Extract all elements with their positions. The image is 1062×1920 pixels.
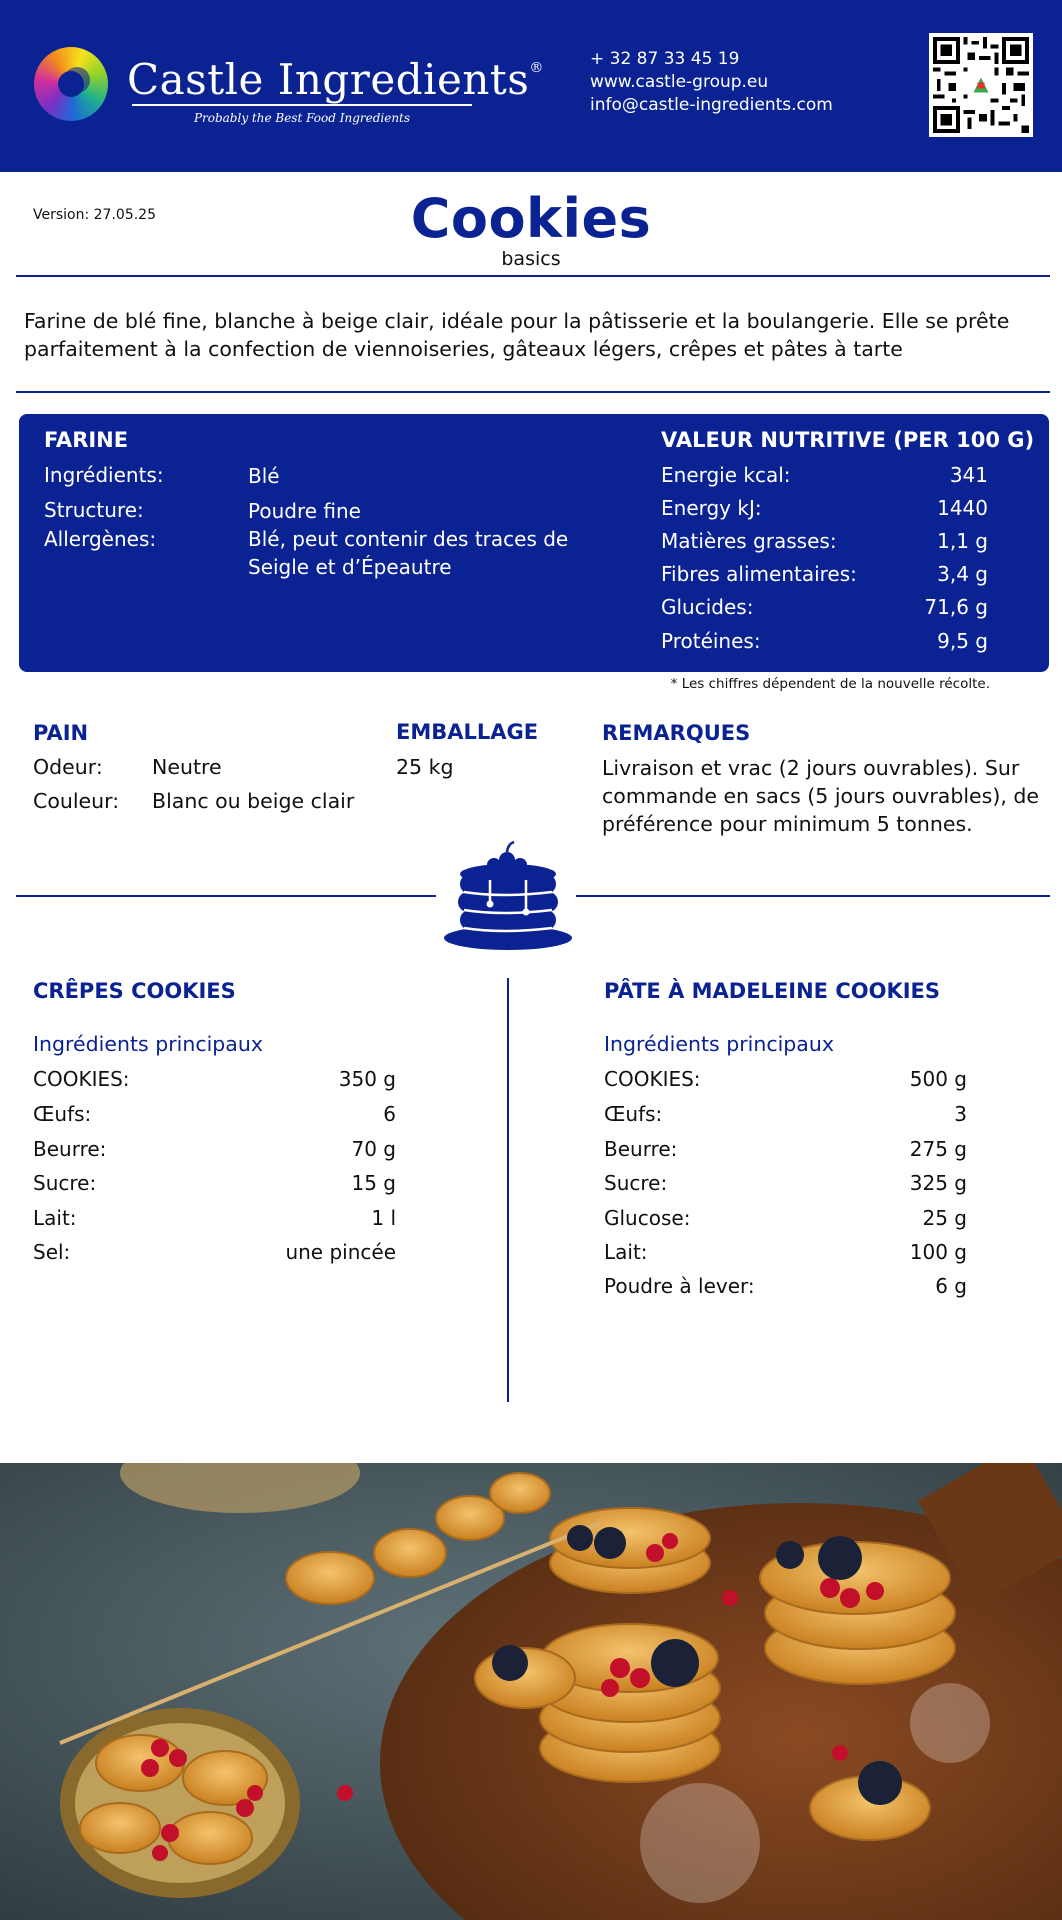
recipe-item-label: Lait: bbox=[604, 1240, 648, 1264]
remarques-heading: REMARQUES bbox=[602, 721, 751, 745]
pain-label: Odeur: bbox=[33, 755, 103, 779]
recipe-item-value: 6 g bbox=[935, 1274, 967, 1298]
farine-value: Blé, peut contenir des traces de Seigle et d’Épeautre bbox=[248, 527, 569, 579]
recipe-item-label: Sucre: bbox=[604, 1171, 668, 1195]
recipe-item-value: 1 l bbox=[371, 1206, 396, 1230]
recipe-item-value: 70 g bbox=[351, 1137, 396, 1161]
recipe-item-value: 6 bbox=[383, 1102, 396, 1126]
farine-heading: FARINE bbox=[44, 428, 129, 452]
description-divider bbox=[16, 391, 1050, 393]
page-subtitle: basics bbox=[501, 248, 561, 270]
section-divider-right bbox=[576, 895, 1050, 897]
emballage-heading: EMBALLAGE bbox=[396, 720, 539, 744]
section-divider-left bbox=[16, 895, 436, 897]
product-description: Farine de blé fine, blanche à beige clair, idéale pour la pâtisserie et la boulangerie. Elle se prête parfaitement à la confection de viennoiseries, gâteaux légers, crêpes et pâtes à tarte bbox=[24, 309, 1010, 361]
recipe-item-label: Lait: bbox=[33, 1206, 77, 1230]
recipe-item-value: 325 g bbox=[909, 1171, 967, 1195]
brand-underline bbox=[132, 104, 472, 106]
nutrition-label: Protéines: bbox=[661, 629, 761, 653]
recipe-item-label: Œufs: bbox=[604, 1102, 663, 1126]
pancakes-photo bbox=[0, 1463, 1062, 1920]
recipe-column-divider bbox=[507, 978, 509, 1402]
recipe-title: PÂTE À MADELEINE COOKIES bbox=[604, 979, 940, 1003]
recipe-item-value: 350 g bbox=[338, 1067, 396, 1091]
recipe-item-label: COOKIES: bbox=[604, 1067, 701, 1091]
nutrition-value: 341 bbox=[949, 463, 988, 487]
farine-label: Structure: bbox=[44, 498, 144, 522]
nutrition-value: 71,6 g bbox=[924, 595, 988, 619]
header-banner bbox=[0, 0, 1062, 172]
nutrition-heading: VALEUR NUTRITIVE (PER 100 G) bbox=[661, 428, 1035, 452]
contact-phone[interactable]: + 32 87 33 45 19 bbox=[590, 49, 740, 69]
nutrition-value: 3,4 g bbox=[937, 562, 988, 586]
recipe-item-value: 500 g bbox=[909, 1067, 967, 1091]
contact-website[interactable]: www.castle-group.eu bbox=[590, 72, 769, 92]
page-title: Cookies bbox=[410, 187, 652, 250]
nutrition-label: Fibres alimentaires: bbox=[661, 562, 857, 586]
recipe-item-value: 25 g bbox=[922, 1206, 967, 1230]
nutrition-label: Energie kcal: bbox=[661, 463, 791, 487]
recipe-item-value: 3 bbox=[954, 1102, 967, 1126]
brand-tagline: Probably the Best Food Ingredients bbox=[193, 111, 411, 125]
recipe-item-value: une pincée bbox=[285, 1240, 396, 1264]
farine-value: Blé bbox=[248, 464, 280, 488]
recipe-item-label: Poudre à lever: bbox=[604, 1274, 755, 1298]
recipe-title: CRÊPES COOKIES bbox=[33, 979, 236, 1003]
nutrition-label: Matières grasses: bbox=[661, 529, 837, 553]
farine-label: Allergènes: bbox=[44, 527, 157, 551]
nutrition-label: Glucides: bbox=[661, 595, 754, 619]
remarques-text: Livraison et vrac (2 jours ouvrables). Sur commande en sacs (5 jours ouvrables), de préférence pour minimum 5 tonnes. bbox=[602, 756, 1040, 836]
version-label: Version: 27.05.25 bbox=[33, 207, 156, 223]
title-divider bbox=[16, 275, 1050, 277]
recipe-item-label: Sucre: bbox=[33, 1171, 97, 1195]
pain-value: Blanc ou beige clair bbox=[152, 789, 355, 813]
nutrition-label: Energy kJ: bbox=[661, 496, 762, 520]
recipe-subtitle: Ingrédients principaux bbox=[33, 1032, 263, 1056]
castle-swirl-logo-icon bbox=[34, 47, 108, 121]
recipe-item-label: Œufs: bbox=[33, 1102, 92, 1126]
farine-value: Poudre fine bbox=[248, 499, 361, 523]
recipe-item-label: Glucose: bbox=[604, 1206, 691, 1230]
recipe-item-label: COOKIES: bbox=[33, 1067, 130, 1091]
pain-value: Neutre bbox=[152, 755, 222, 779]
nutrition-value: 1,1 g bbox=[937, 529, 988, 553]
recipe-item-value: 275 g bbox=[909, 1137, 967, 1161]
recipe-subtitle: Ingrédients principaux bbox=[604, 1032, 834, 1056]
farine-label: Ingrédients: bbox=[44, 463, 164, 487]
pancake-stack-icon bbox=[442, 840, 574, 952]
nutrition-value: 9,5 g bbox=[937, 629, 988, 653]
contact-email[interactable]: info@castle-ingredients.com bbox=[590, 95, 833, 115]
specs-panel bbox=[19, 414, 1049, 672]
recipe-item-label: Sel: bbox=[33, 1240, 71, 1264]
recipe-item-value: 100 g bbox=[909, 1240, 967, 1264]
nutrition-value: 1440 bbox=[937, 496, 988, 520]
recipe-item-label: Beurre: bbox=[604, 1137, 678, 1161]
recipe-item-label: Beurre: bbox=[33, 1137, 107, 1161]
pain-label: Couleur: bbox=[33, 789, 120, 813]
brand-name: Castle Ingredients® bbox=[127, 55, 544, 104]
recipe-item-value: 15 g bbox=[351, 1171, 396, 1195]
qr-code-icon[interactable] bbox=[929, 33, 1033, 137]
pain-heading: PAIN bbox=[33, 721, 89, 745]
emballage-value: 25 kg bbox=[396, 755, 454, 779]
nutrition-footnote: * Les chiffres dépendent de la nouvelle récolte. bbox=[670, 676, 990, 692]
